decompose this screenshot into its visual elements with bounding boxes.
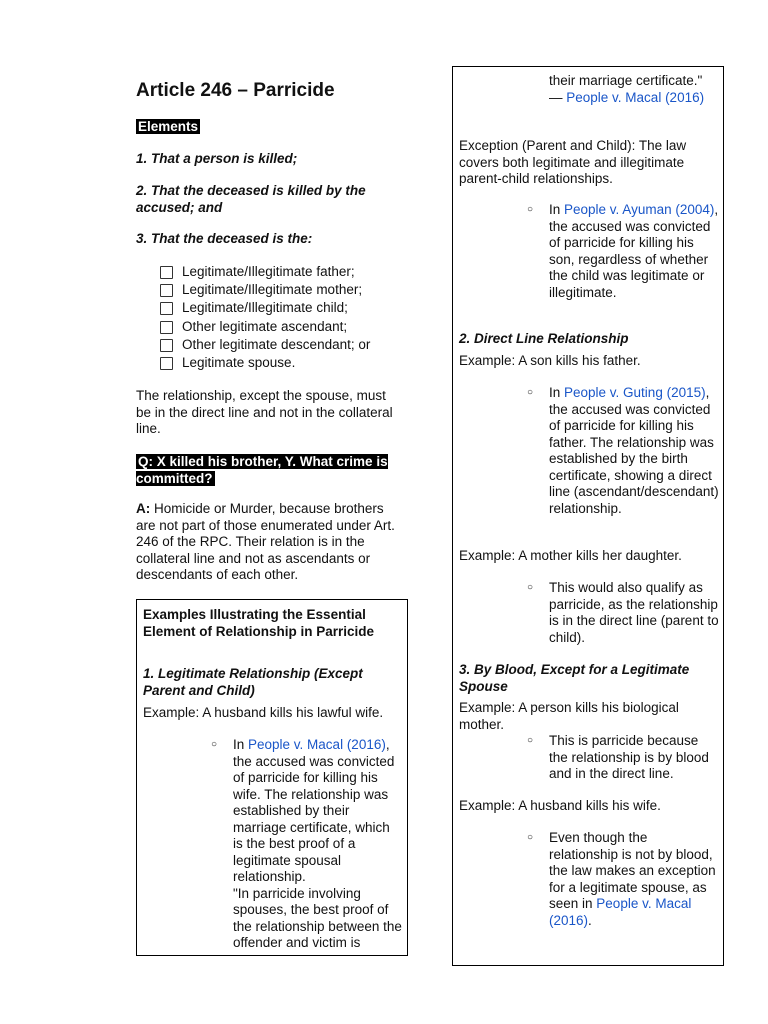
- hollow-circle-icon: ○: [527, 387, 534, 398]
- list-item: ○ This is parricide because the relationship is by blood and in the direct line.: [527, 733, 709, 781]
- checklist-item: Legitimate/Illegitimate father;: [160, 263, 370, 281]
- case-link[interactable]: People v. Guting (2015): [564, 385, 706, 400]
- quote-continuation: their marriage certificate." — People v. Macal (2016): [549, 73, 705, 105]
- case-link[interactable]: People v. Macal (2016): [566, 89, 705, 105]
- checklist-item: Legitimate spouse.: [160, 354, 370, 372]
- checklist-item: Other legitimate descendant; or: [160, 336, 370, 354]
- checkbox-icon[interactable]: [160, 357, 173, 370]
- examples-heading: Examples Illustrating the Essential Element of Relationship in Parricide: [143, 607, 375, 639]
- hollow-circle-icon: ○: [527, 735, 534, 746]
- checkbox-icon[interactable]: [160, 266, 173, 279]
- list-item: ○ This would also qualify as parricide, as the relationship is in the direct line (parent to child).: [527, 580, 719, 645]
- example-text: Example: A person kills his biological mother.: [459, 700, 679, 732]
- checklist-item: Other legitimate ascendant;: [160, 318, 370, 336]
- list-item: ○ In People v. Macal (2016), the accused was convicted of parricide for killing his wife. The relationship was established by their marriage certificate, which is the best proof of a legitimate spousal relationship. "In parricide involving spouses, the best proof of the relationship between the offender and victim is: [211, 737, 402, 950]
- case-link[interactable]: People v. Macal (2016): [248, 737, 386, 752]
- answer: [136, 501, 406, 584]
- example-text: Example: A son kills his father.: [459, 353, 641, 368]
- case-link[interactable]: People v. Macal (2016): [549, 896, 692, 928]
- example-text: Example: A husband kills his wife.: [459, 798, 661, 813]
- relationship-note: The relationship, except the spouse, must be in the direct line and not in the collateral line.: [136, 388, 393, 436]
- element-2: 2. That the deceased is killed by the accused; and: [136, 183, 366, 215]
- list-item: ○ In People v. Ayuman (2004), the accused was convicted of parricide for killing his son, regardless of whether the child was legitimate or illegitimate.: [527, 202, 719, 300]
- checkbox-icon[interactable]: [160, 339, 173, 352]
- quote-text: "In parricide involving spouses, the best proof of the relationship between the offender and victim is: [233, 885, 402, 950]
- elements-heading: [136, 119, 200, 136]
- checkbox-icon[interactable]: [160, 284, 173, 297]
- hollow-circle-icon: ○: [527, 204, 534, 215]
- hollow-circle-icon: ○: [527, 832, 534, 843]
- element-1: 1. That a person is killed;: [136, 151, 298, 166]
- answer-text: Homicide or Murder, because brothers are not part of those enumerated under Art. 246 of the RPC. Their relation is in the collateral line and not as ascendants or descendants of each other.: [136, 501, 395, 582]
- exception-text: Exception (Parent and Child): The law covers both legitimate and illegitimate parent-child relationships.: [459, 138, 687, 186]
- example-text: Example: A mother kills her daughter.: [459, 548, 682, 563]
- question: Q: X killed his brother, Y. What crime is committed?: [136, 454, 388, 486]
- checklist-item: Legitimate/Illegitimate mother;: [160, 281, 370, 299]
- subheading-legitimate: 1. Legitimate Relationship (Except Parent and Child): [143, 666, 363, 698]
- subheading-by-blood: 3. By Blood, Except for a Legitimate Spouse: [459, 662, 690, 694]
- hollow-circle-icon: ○: [527, 582, 534, 593]
- element-3: 3. That the deceased is the:: [136, 231, 313, 246]
- subheading-direct-line: 2. Direct Line Relationship: [459, 331, 629, 346]
- checkbox-icon[interactable]: [160, 302, 173, 315]
- checkbox-icon[interactable]: [160, 321, 173, 334]
- list-item: ○ Even though the relationship is not by blood, the law makes an exception for a legitimate spouse, as seen in People v. Macal (2016).: [527, 830, 716, 928]
- hollow-circle-icon: ○: [211, 739, 218, 750]
- list-item: ○ In People v. Guting (2015), the accused was convicted of parricide for killing his father. The relationship was established by the birth certificate, showing a direct line (ascendant/descendant) relationship.: [527, 385, 719, 516]
- checklist-item: Legitimate/Illegitimate child;: [160, 300, 370, 318]
- example-text: Example: A husband kills his lawful wife.: [143, 705, 384, 720]
- examples-box-1: [136, 599, 408, 956]
- case-link[interactable]: People v. Ayuman (2004): [564, 202, 715, 217]
- elements-label: Elements: [138, 119, 199, 134]
- examples-box-2: [452, 66, 724, 966]
- page-title: Article 246 – Parricide: [136, 80, 335, 101]
- relationship-checklist: [160, 263, 370, 373]
- answer-label: A:: [136, 501, 151, 516]
